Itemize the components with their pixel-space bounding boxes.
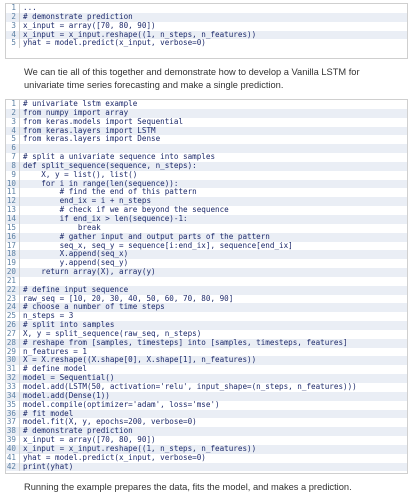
code-text: # demonstrate prediction (23, 12, 133, 21)
code-text: X, y = list(), list() (23, 170, 138, 179)
line-number: 9 (6, 171, 20, 180)
line-number: 14 (6, 215, 20, 224)
code-text: x_input = x_input.reshape((1, n_steps, n_features)) (23, 444, 257, 453)
line-number: 31 (6, 365, 20, 374)
line-number: 42 (6, 463, 20, 472)
line-number: 4 (6, 31, 20, 40)
line-number: 10 (6, 180, 20, 189)
code-line (6, 259, 407, 268)
code-line (6, 39, 407, 48)
line-number: 19 (6, 259, 20, 268)
code-text: model.fit(X, y, epochs=200, verbose=0) (23, 418, 197, 427)
line-number: 40 (6, 445, 20, 454)
code-line (6, 392, 407, 401)
line-number: 5 (6, 39, 20, 48)
code-text: model.compile(optimizer='adam', loss='mse') (23, 400, 220, 409)
code-text: x_input = x_input.reshape((1, n_steps, n_features)) (23, 30, 257, 39)
line-number: 37 (6, 418, 20, 427)
line-number: 41 (6, 454, 20, 463)
line-number: 2 (6, 13, 20, 22)
line-number: 33 (6, 383, 20, 392)
code-line (6, 215, 407, 224)
code-line (6, 454, 407, 463)
code-line (6, 268, 407, 277)
code-text (20, 277, 23, 286)
line-number: 3 (6, 22, 20, 31)
code-line (6, 463, 407, 472)
code-text: # split into samples (23, 321, 115, 330)
code-text: n_features = 1 (23, 347, 88, 356)
code-line (6, 206, 407, 215)
code-line (6, 250, 407, 259)
line-number: 4 (6, 127, 20, 136)
line-number: 13 (6, 206, 20, 215)
code-block-full-example (5, 99, 408, 474)
code-text: x_input = array([70, 80, 90]) (23, 436, 156, 445)
code-line (6, 153, 407, 162)
line-number: 38 (6, 427, 20, 436)
code-line (6, 180, 407, 189)
code-line (6, 188, 407, 197)
line-number: 26 (6, 321, 20, 330)
code-text: # split a univariate sequence into samples (23, 153, 216, 162)
line-number: 18 (6, 250, 20, 259)
code-text: # define input sequence (23, 285, 129, 294)
code-text: break (23, 223, 101, 232)
line-number: 6 (6, 144, 20, 153)
line-number: 15 (6, 224, 20, 233)
code-line (6, 118, 407, 127)
code-block-snippet (5, 3, 408, 59)
code-text: def split_sequence(sequence, n_steps): (23, 161, 197, 170)
line-number: 11 (6, 188, 20, 197)
code-line (6, 445, 407, 454)
code-text: # find the end of this pattern (23, 188, 197, 197)
code-text: model.add(LSTM(50, activation='relu', input_shape=(n_steps, n_features))) (23, 383, 357, 391)
code-text: # demonstrate prediction (23, 427, 133, 436)
code-line (6, 286, 407, 295)
line-number: 21 (6, 277, 20, 286)
line-number: 36 (6, 410, 20, 419)
code-text: yhat = model.predict(x_input, verbose=0) (23, 453, 206, 462)
code-line (6, 383, 407, 392)
code-text: X, y = split_sequence(raw_seq, n_steps) (23, 329, 202, 338)
code-line (6, 401, 407, 410)
code-text: n_steps = 3 (23, 312, 74, 321)
code-line (6, 31, 407, 40)
code-text: if end_ix > len(sequence)-1: (23, 214, 188, 223)
code-line (6, 135, 407, 144)
line-number: 17 (6, 242, 20, 251)
code-line (6, 109, 407, 118)
code-line (6, 100, 407, 109)
line-number: 22 (6, 286, 20, 295)
line-number: 3 (6, 118, 20, 127)
code-text: X.append(seq_x) (23, 250, 129, 259)
line-number: 1 (6, 4, 20, 13)
line-number: 12 (6, 197, 20, 206)
result-paragraph: Running the example prepares the data, fits the model, and makes a prediction. (24, 482, 352, 492)
line-number: 8 (6, 162, 20, 171)
line-number: 5 (6, 135, 20, 144)
code-text: y.append(seq_y) (23, 259, 129, 268)
line-number: 25 (6, 312, 20, 321)
code-text: ... (23, 4, 37, 12)
code-line (6, 127, 407, 136)
code-text: # gather input and output parts of the pattern (23, 232, 270, 241)
code-text: from keras.layers import Dense (23, 135, 161, 144)
code-line (6, 233, 407, 242)
line-number: 39 (6, 436, 20, 445)
code-line (6, 410, 407, 419)
code-line (6, 321, 407, 330)
code-line (6, 427, 407, 436)
line-number: 34 (6, 392, 20, 401)
code-text: from numpy import array (23, 108, 129, 117)
code-text: # choose a number of time steps (23, 303, 165, 312)
code-text (20, 144, 23, 153)
intro-paragraph: We can tie all of this together and demonstrate how to develop a Vanilla LSTM for univariate time series forecasting and make a single prediction. (24, 67, 360, 90)
code-text: # univariate lstm example (23, 100, 138, 108)
code-line (6, 418, 407, 427)
line-number: 20 (6, 268, 20, 277)
line-number: 27 (6, 330, 20, 339)
code-text: # check if we are beyond the sequence (23, 206, 229, 215)
line-number: 30 (6, 356, 20, 365)
code-text: from keras.layers import LSTM (23, 126, 156, 135)
code-line (6, 197, 407, 206)
line-number: 23 (6, 295, 20, 304)
code-text: model.add(Dense(1)) (23, 391, 110, 400)
code-line (6, 295, 407, 304)
code-text: x_input = array([70, 80, 90]) (23, 21, 156, 30)
code-line (6, 365, 407, 374)
code-line (6, 312, 407, 321)
code-line (6, 277, 407, 286)
code-line (6, 374, 407, 383)
code-line (6, 162, 407, 171)
code-line (6, 348, 407, 357)
code-text: # define model (23, 365, 88, 374)
code-line (6, 144, 407, 153)
code-line (6, 436, 407, 445)
code-text: for i in range(len(sequence)): (23, 179, 179, 188)
code-line (6, 4, 407, 13)
code-text: X = X.reshape((X.shape[0], X.shape[1], n_features)) (23, 356, 257, 365)
code-text: print(yhat) (23, 462, 74, 471)
code-line (6, 356, 407, 365)
code-line (6, 303, 407, 312)
code-line (6, 339, 407, 348)
line-number: 16 (6, 233, 20, 242)
line-number: 32 (6, 374, 20, 383)
code-text: end_ix = i + n_steps (23, 197, 152, 206)
line-number: 24 (6, 303, 20, 312)
code-line (6, 330, 407, 339)
line-number: 1 (6, 100, 20, 109)
code-line (6, 224, 407, 233)
line-number: 28 (6, 339, 20, 348)
code-text: yhat = model.predict(x_input, verbose=0) (23, 39, 206, 48)
code-text: return array(X), array(y) (23, 268, 156, 277)
line-number: 29 (6, 348, 20, 357)
line-number: 2 (6, 109, 20, 118)
code-text: from keras.models import Sequential (23, 117, 184, 126)
code-line (6, 171, 407, 180)
code-text: # reshape from [samples, timesteps] into [samples, timesteps, features] (23, 338, 348, 347)
line-number: 7 (6, 153, 20, 162)
code-line (6, 13, 407, 22)
code-line (6, 242, 407, 251)
code-text: seq_x, seq_y = sequence[i:end_ix], sequence[end_ix] (23, 241, 293, 250)
code-text: # fit model (23, 409, 74, 418)
code-text: raw_seq = [10, 20, 30, 40, 50, 60, 70, 80, 90] (23, 294, 234, 303)
code-line (6, 22, 407, 31)
line-number: 35 (6, 401, 20, 410)
code-text: model = Sequential() (23, 374, 115, 383)
